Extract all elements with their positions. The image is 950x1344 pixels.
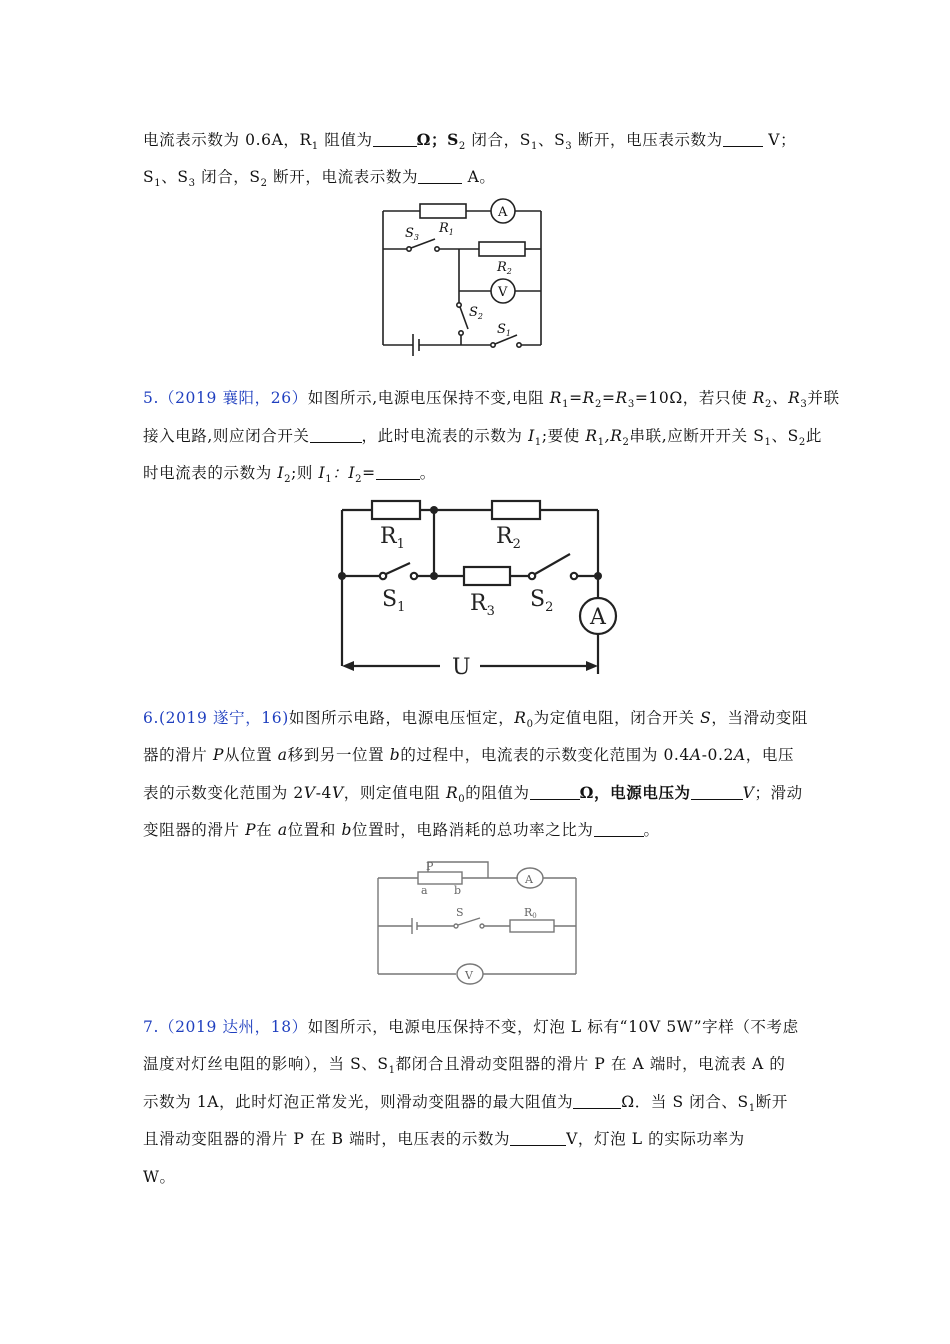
slider-p-label: P	[426, 860, 434, 873]
s1-label: $S_1$	[382, 587, 406, 615]
q7-line-3: 示数为 1A，此时灯泡正常发光，则滑动变阻器的最大阻值为 Ω．当 S 闭合、$S_1$断开	[143, 1093, 788, 1115]
r2-label: $R_2$	[496, 524, 521, 552]
s3-label: $S_3$	[405, 226, 419, 242]
q6-line-4: 变阻器的滑片 P在 a位置和 b位置时，电路消耗的总功率之比为 。	[143, 821, 660, 839]
r2-label: $R_2$	[497, 260, 512, 276]
q4-circuit-diagram	[375, 195, 550, 367]
s1-label: $S_1$	[497, 322, 511, 338]
q5-line-3: 时电流表的示数为 $I_2$;则 $I_1$：$I_2=$ 。	[143, 464, 436, 486]
r1-label: $R_1$	[439, 221, 454, 237]
ammeter-label: A	[590, 605, 606, 630]
answer-blank[interactable]	[691, 784, 743, 801]
q5-line-1: 5.（2019 襄阳，26）如图所示,电源电压保持不变,电阻 $R_1=R_2=R_3=10\Omega$，若只使 $R_2$、$R_3$并联	[143, 389, 840, 411]
ammeter-label: A	[498, 205, 508, 220]
s2-label: $S_2$	[530, 587, 554, 615]
voltmeter-label: V	[465, 969, 473, 982]
answer-blank[interactable]	[418, 168, 462, 185]
answer-blank[interactable]	[530, 784, 580, 801]
q4-line-2: $S_1$、$S_3$ 闭合，$S_2$ 断开，电流表示数为 A。	[143, 168, 496, 190]
position-b-label: b	[454, 884, 462, 897]
answer-blank[interactable]	[573, 1093, 621, 1110]
q7-line-1: 7.（2019 达州，18）如图所示，电源电压保持不变，灯泡 L 标有“10V 5W”字样（不考虑	[143, 1018, 799, 1036]
q7-line-2: 温度对灯丝电阻的影响），当 S、$S_1$都闭合且滑动变阻器的滑片 P 在 A 端时，电流表 A 的	[143, 1055, 786, 1077]
q6-line-2: 器的滑片 P从位置 a移到另一位置 b的过程中，电流表的示数变化范围为 0.4A-0.2A，电压	[143, 746, 795, 764]
q7-line-4: 且滑动变阻器的滑片 P 在 B 端时，电压表的示数为 V，灯泡 L 的实际功率为	[143, 1130, 745, 1148]
answer-blank[interactable]	[373, 131, 417, 148]
ammeter-label: A	[525, 873, 533, 886]
answer-blank[interactable]	[510, 1130, 566, 1147]
voltage-u-label: U	[452, 655, 471, 680]
q5-circuit-diagram	[330, 494, 630, 684]
voltmeter-label: V	[498, 285, 508, 300]
q7-line-5: W。	[143, 1168, 176, 1186]
answer-blank[interactable]	[376, 464, 420, 481]
answer-blank[interactable]	[723, 131, 763, 148]
r1-label: $R_1$	[380, 524, 405, 552]
q7-source: 7.（2019 达州，18）	[143, 1018, 308, 1036]
answer-blank[interactable]	[594, 821, 644, 838]
switch-s-label: S	[456, 906, 464, 919]
answer-blank[interactable]	[310, 427, 362, 444]
q6-circuit-diagram	[370, 856, 585, 986]
q6-source: 6.(2019 遂宁，16)	[143, 709, 289, 727]
q6-line-1: 6.(2019 遂宁，16)如图所示电路，电源电压恒定，$R_0$为定值电阻，闭合开关 S，当滑动变阻	[143, 709, 808, 731]
q5-source: 5.（2019 襄阳，26）	[143, 389, 308, 407]
q6-line-3: 表的示数变化范围为 2V-4V，则定值电阻 $R_0$的阻值为 Ω，电源电压为 V；滑动	[143, 783, 803, 806]
r3-label: $R_3$	[470, 591, 495, 619]
q5-line-2: 接入电路,则应闭合开关 ，此时电流表的示数为 $I_1$;要使 $R_1,R_2$串联,应断开开关 $S_1$、$S_2$此	[143, 427, 822, 449]
s2-label: $S_2$	[469, 305, 483, 321]
position-a-label: a	[421, 884, 428, 897]
r0-label: R0	[524, 906, 537, 920]
q4-line-1: 电流表示数为 0.6A，$R_1$ 阻值为 Ω；$S_2$ 闭合，$S_1$、$S_3$ 断开，电压表示数为 V；	[143, 130, 797, 153]
